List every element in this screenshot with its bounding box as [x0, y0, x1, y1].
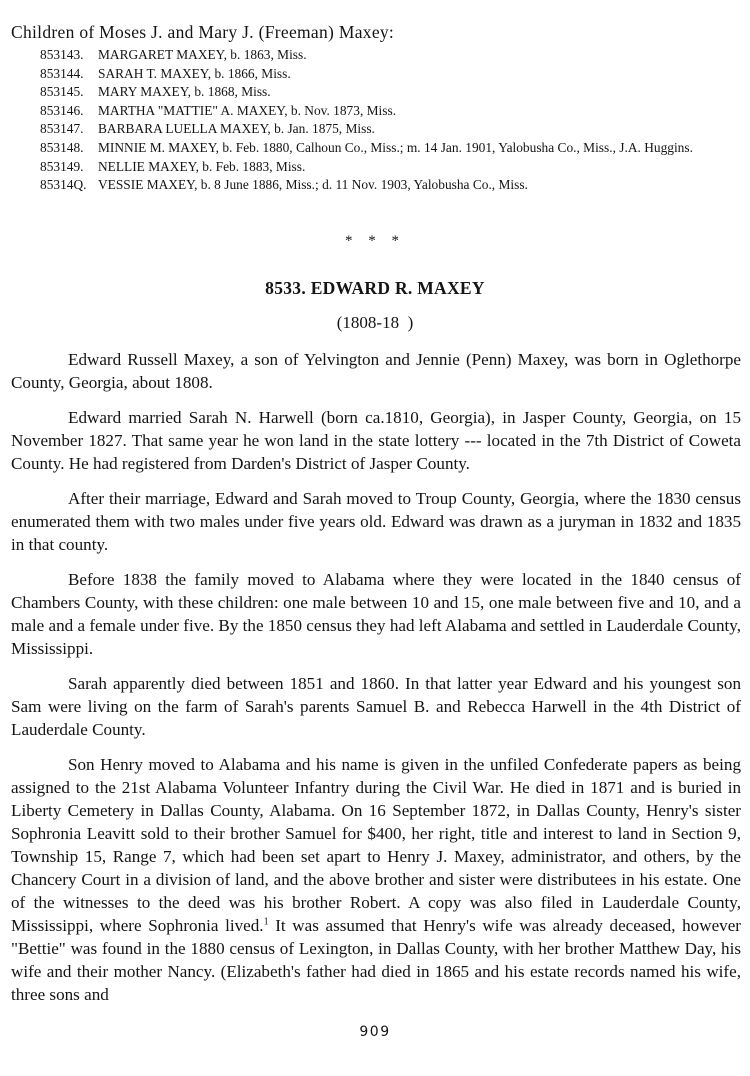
child-entry — [40, 176, 742, 195]
paragraph: Sarah apparently died between 1851 and 1860. In that latter year Edward and his youngest son Sam were living on the farm of Sarah's parents Samuel B. and Rebecca Harwell in the 4th District of Lauderdale County. — [11, 674, 741, 739]
child-number: 853143. — [40, 47, 84, 62]
section-heading: 8533. EDWARD R. MAXEY — [265, 278, 485, 298]
child-text: MARGARET MAXEY, b. 1863, Miss. — [98, 47, 307, 62]
child-text: MARTHA "MATTIE" A. MAXEY, b. Nov. 1873, Miss. — [98, 102, 397, 118]
footnote-marker[interactable]: 1 — [263, 916, 269, 928]
child-number: 853145. — [40, 84, 84, 100]
page-number: 909 — [359, 1024, 391, 1040]
child-text: MINNIE M. MAXEY, b. Feb. 1880, Calhoun Co., Miss.; m. 14 Jan. 1901, Yalobusha Co., Miss., J.A. Huggins. — [98, 139, 693, 155]
children-list — [40, 46, 742, 195]
child-entry — [40, 83, 742, 102]
child-number: 853149. — [40, 158, 84, 174]
family-intro: Children of Moses J. and Mary J. (Freeman) Maxey: — [11, 22, 395, 42]
child-number: 853144. — [40, 65, 84, 81]
child-text: SARAH T. MAXEY, b. 1866, Miss. — [98, 65, 291, 81]
child-text: VESSIE MAXEY, b. 8 June 1886, Miss.; d. 11 Nov. 1903, Yalobusha Co., Miss. — [98, 177, 528, 193]
child-entry — [40, 102, 742, 121]
child-number: 853146. — [40, 102, 84, 118]
child-text: BARBARA LUELLA MAXEY, b. Jan. 1875, Miss. — [98, 121, 375, 137]
child-number: 853147. — [40, 121, 84, 137]
child-number: 853148. — [40, 139, 84, 155]
child-number: 85314Q. — [40, 177, 87, 193]
child-entry — [40, 139, 742, 158]
paragraph — [11, 753, 741, 1006]
child-entry — [40, 120, 742, 139]
child-text: MARY MAXEY, b. 1868, Miss. — [98, 84, 271, 100]
child-entry — [40, 158, 742, 177]
paragraph-text: It was assumed that Henry's wife was already deceased, however "Bettie" was found in the 1880 census of Lexington, in Dallas County, with her brother Matthew Day, his wife and their mother Nancy. (Elizabeth's father had died in 1865 and his estate records named his wife, three sons and — [11, 916, 741, 1004]
paragraph: After their marriage, Edward and Sarah moved to Troup County, Georgia, where the 1830 census enumerated them with two males under five years old. Edward was drawn as a juryman in 1832 and 1835 in that county. — [11, 489, 741, 554]
child-entry — [40, 46, 742, 65]
biography-body — [11, 348, 741, 1018]
life-dates: (1808-18 ) — [336, 313, 414, 332]
child-entry — [40, 65, 742, 84]
paragraph-text: Son Henry moved to Alabama and his name is given in the unfiled Confederate papers as being assigned to the 21st Alabama Volunteer Infantry during the Civil War. He died in 1871 and is buried in Liberty Cemetery in Dallas County, Alabama. On 16 September 1872, in Dallas County, Henry's sister Sophronia Leavitt sold to their brother Samuel for $400, her right, title and interest to land in Section 9, Township 15, Range 7, which had been set apart to Henry J. Maxey, administrator, and others, by the Chancery Court in a division of land, and the above brother and sister were distributees in his estate. One of the witnesses to the deed was his brother Robert. A copy was also filed in Lauderdale County, Mississippi, where Sophronia lived. — [11, 755, 741, 935]
paragraph: Before 1838 the family moved to Alabama where they were located in the 1840 census of Chambers County, with these children: one male between 10 and 15, one male between five and 10, and a male and a female under five. By the 1850 census they had left Alabama and settled in Lauderdale County, Mississippi. — [11, 570, 741, 658]
section-separator: * * * — [345, 233, 405, 249]
child-text: NELLIE MAXEY, b. Feb. 1883, Miss. — [98, 158, 306, 174]
paragraph: Edward Russell Maxey, a son of Yelvington and Jennie (Penn) Maxey, was born in Oglethorpe County, Georgia, about 1808. — [11, 350, 741, 392]
paragraph: Edward married Sarah N. Harwell (born ca.1810, Georgia), in Jasper County, Georgia, on 15 November 1827. That same year he won land in the state lottery --- located in the 7th District of Coweta County. He had registered from Darden's District of Jasper County. — [11, 408, 741, 473]
